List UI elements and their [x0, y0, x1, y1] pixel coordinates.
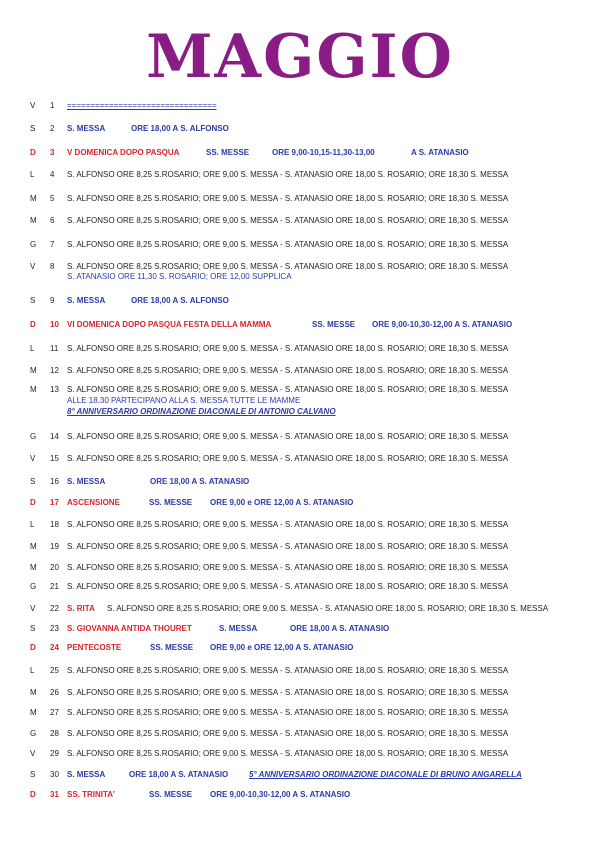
schedule-text: S. ALFONSO ORE 8,25 S.ROSARIO; ORE 9,00 S. MESSA - S. ATANASIO ORE 18,00 S. ROSARIO; ORE 18,30 S. MESSA	[67, 582, 509, 591]
extra-note: ALLE 18,30 PARTECIPANO ALLA S. MESSA TUTTE LE MAMME	[67, 396, 301, 405]
day-of-week: D	[30, 790, 36, 799]
list-item	[0, 146, 600, 160]
anniversary-note: 8° ANNIVERSARIO ORDINAZIONE DIACONALE DI ANTONIO CALVANO	[67, 407, 336, 416]
list-item	[0, 664, 600, 678]
list-item	[0, 364, 600, 378]
schedule-text: S. ALFONSO ORE 8,25 S.ROSARIO; ORE 9,00 S. MESSA - S. ATANASIO ORE 18,00 S. ROSARIO; ORE 18,30 S. MESSA	[67, 454, 509, 463]
day-of-week: L	[30, 170, 35, 179]
day-of-week: D	[30, 320, 36, 329]
day-of-week: M	[30, 194, 37, 203]
list-item	[0, 168, 600, 182]
day-number: 4	[50, 170, 55, 179]
event-label: V DOMENICA DOPO PASQUA	[67, 148, 180, 157]
list-item	[0, 686, 600, 700]
day-number: 12	[50, 366, 59, 375]
list-item	[0, 540, 600, 554]
event-time: ORE 9,00 e ORE 12,00 A S. ATANASIO	[210, 643, 354, 652]
day-of-week: L	[30, 520, 35, 529]
schedule-text: S. ALFONSO ORE 8,25 S.ROSARIO; ORE 9,00 S. MESSA - S. ATANASIO ORE 18,00 S. ROSARIO; ORE 18,30 S. MESSA	[67, 344, 509, 353]
day-number: 15	[50, 454, 59, 463]
day-of-week: V	[30, 101, 36, 110]
schedule-text: S. ALFONSO ORE 8,25 S.ROSARIO; ORE 9,00 S. MESSA - S. ATANASIO ORE 18,00 S. ROSARIO; ORE 18,30 S. MESSA	[67, 262, 509, 271]
event-time: ORE 9,00 e ORE 12,00 A S. ATANASIO	[210, 498, 354, 507]
day-of-week: D	[30, 148, 36, 157]
day-number: 3	[50, 148, 55, 157]
day-of-week: V	[30, 749, 36, 758]
day-number: 21	[50, 582, 59, 591]
day-of-week: V	[30, 262, 36, 271]
list-item	[0, 641, 600, 655]
event-time: ORE 18,00 A S. ATANASIO	[129, 770, 229, 779]
event-label: S. MESSA	[67, 124, 106, 133]
day-number: 26	[50, 688, 59, 697]
day-number: 24	[50, 643, 59, 652]
event-mass-label: S. MESSA	[219, 624, 258, 633]
event-label: PENTECOSTE	[67, 643, 122, 652]
schedule-text: S. ALFONSO ORE 8,25 S.ROSARIO; ORE 9,00 S. MESSA - S. ATANASIO ORE 18,00 S. ROSARIO; ORE 18,30 S. MESSA	[67, 366, 509, 375]
schedule-text: S. ALFONSO ORE 8,25 S.ROSARIO; ORE 9,00 S. MESSA - S. ATANASIO ORE 18,00 S. ROSARIO; ORE 18,30 S. MESSA	[67, 708, 509, 717]
list-item	[0, 475, 600, 489]
event-time: ORE 9,00-10,15-11,30-13,00	[272, 148, 375, 157]
day-of-week: G	[30, 432, 37, 441]
schedule-text: S. ALFONSO ORE 8,25 S.ROSARIO; ORE 9,00 S. MESSA - S. ATANASIO ORE 18,00 S. ROSARIO; ORE 18,30 S. MESSA	[67, 729, 509, 738]
list-item	[0, 294, 600, 308]
schedule-text: S. ALFONSO ORE 8,25 S.ROSARIO; ORE 9,00 S. MESSA - S. ATANASIO ORE 18,00 S. ROSARIO; ORE 18,30 S. MESSA	[67, 666, 509, 675]
day-of-week: D	[30, 498, 36, 507]
list-item	[0, 518, 600, 532]
day-number: 19	[50, 542, 59, 551]
day-number: 22	[50, 604, 59, 613]
list-item	[0, 622, 600, 636]
day-number: 14	[50, 432, 59, 441]
list-item	[0, 602, 600, 616]
day-of-week: G	[30, 240, 37, 249]
day-of-week: M	[30, 542, 37, 551]
list-item	[0, 727, 600, 741]
day-number: 18	[50, 520, 59, 529]
event-time: ORE 18,00 A S. ATANASIO	[150, 477, 250, 486]
day-of-week: L	[30, 344, 35, 353]
event-mass-label: SS. MESSE	[149, 498, 193, 507]
day-number: 30	[50, 770, 59, 779]
schedule-text: S. ALFONSO ORE 8,25 S.ROSARIO; ORE 9,00 S. MESSA - S. ATANASIO ORE 18,00 S. ROSARIO; ORE 18,30 S. MESSA	[67, 688, 509, 697]
day-number: 16	[50, 477, 59, 486]
day-number: 2	[50, 124, 55, 133]
schedule-text: S. ALFONSO ORE 8,25 S.ROSARIO; ORE 9,00 S. MESSA - S. ATANASIO ORE 18,00 S. ROSARIO; ORE 18,30 S. MESSA	[67, 170, 509, 179]
day-number: 10	[50, 320, 59, 329]
day-of-week: M	[30, 688, 37, 697]
day-number: 31	[50, 790, 59, 799]
day-of-week: G	[30, 582, 37, 591]
list-item	[0, 122, 600, 136]
schedule-text: S. ALFONSO ORE 8,25 S.ROSARIO; ORE 9,00 S. MESSA - S. ATANASIO ORE 18,00 S. ROSARIO; ORE 18,30 S. MESSA	[107, 604, 549, 613]
day-of-week: L	[30, 666, 35, 675]
day-of-week: M	[30, 385, 37, 394]
day-of-week: V	[30, 604, 36, 613]
list-item	[0, 318, 600, 332]
day-number: 28	[50, 729, 59, 738]
day-number: 13	[50, 385, 59, 394]
schedule-text: S. ALFONSO ORE 8,25 S.ROSARIO; ORE 9,00 S. MESSA - S. ATANASIO ORE 18,00 S. ROSARIO; ORE 18,30 S. MESSA	[67, 432, 509, 441]
day-number: 20	[50, 563, 59, 572]
day-number: 9	[50, 296, 55, 305]
day-of-week: M	[30, 366, 37, 375]
list-item	[0, 452, 600, 466]
event-label: VI DOMENICA DOPO PASQUA FESTA DELLA MAMMA	[67, 320, 272, 329]
event-mass-label: SS. MESSE	[149, 790, 193, 799]
day-number: 27	[50, 708, 59, 717]
list-item	[0, 706, 600, 720]
event-time: ORE 9,00-10,30-12,00 A S. ATANASIO	[210, 790, 351, 799]
list-item	[0, 342, 600, 356]
list-item	[0, 99, 600, 113]
day-of-week: S	[30, 624, 36, 633]
day-number: 1	[50, 101, 55, 110]
page-title: MAGGIO	[146, 22, 454, 92]
list-item	[0, 768, 600, 782]
schedule-text: S. ALFONSO ORE 8,25 S.ROSARIO; ORE 9,00 S. MESSA - S. ATANASIO ORE 18,00 S. ROSARIO; ORE 18,30 S. MESSA	[67, 216, 509, 225]
day-of-week: V	[30, 454, 36, 463]
schedule-text: S. ALFONSO ORE 8,25 S.ROSARIO; ORE 9,00 S. MESSA - S. ATANASIO ORE 18,00 S. ROSARIO; ORE 18,30 S. MESSA	[67, 749, 509, 758]
event-time: ORE 18,00 A S. ATANASIO	[290, 624, 390, 633]
separator-line: ================================	[67, 101, 217, 110]
event-mass-label: SS. MESSE	[312, 320, 356, 329]
list-item	[0, 430, 600, 444]
event-label: S. MESSA	[67, 296, 106, 305]
event-time: ORE 18,00 A S. ALFONSO	[131, 124, 229, 133]
day-number: 7	[50, 240, 55, 249]
schedule-text: S. ALFONSO ORE 8,25 S.ROSARIO; ORE 9,00 S. MESSA - S. ATANASIO ORE 18,00 S. ROSARIO; ORE 18,30 S. MESSA	[67, 240, 509, 249]
list-item	[0, 580, 600, 594]
day-number: 29	[50, 749, 59, 758]
schedule-text: S. ALFONSO ORE 8,25 S.ROSARIO; ORE 9,00 S. MESSA - S. ATANASIO ORE 18,00 S. ROSARIO; ORE 18,30 S. MESSA	[67, 520, 509, 529]
day-number: 23	[50, 624, 59, 633]
list-item	[0, 747, 600, 761]
event-time: ORE 9,00-10,30-12,00 A S. ATANASIO	[372, 320, 513, 329]
day-number: 17	[50, 498, 59, 507]
day-of-week: S	[30, 770, 36, 779]
day-of-week: M	[30, 563, 37, 572]
day-number: 5	[50, 194, 55, 203]
list-item	[0, 238, 600, 252]
day-of-week: M	[30, 708, 37, 717]
schedule-text: S. ALFONSO ORE 8,25 S.ROSARIO; ORE 9,00 S. MESSA - S. ATANASIO ORE 18,00 S. ROSARIO; ORE 18,30 S. MESSA	[67, 194, 509, 203]
list-item	[0, 192, 600, 206]
event-mass-label: SS. MESSE	[150, 643, 194, 652]
event-label: ASCENSIONE	[67, 498, 120, 507]
day-number: 25	[50, 666, 59, 675]
event-label: S. MESSA	[67, 770, 106, 779]
list-item	[0, 561, 600, 575]
day-of-week: G	[30, 729, 37, 738]
day-of-week: D	[30, 643, 36, 652]
schedule-text: S. ALFONSO ORE 8,25 S.ROSARIO; ORE 9,00 S. MESSA - S. ATANASIO ORE 18,00 S. ROSARIO; ORE 18,30 S. MESSA	[67, 563, 509, 572]
day-of-week: M	[30, 216, 37, 225]
day-number: 8	[50, 262, 55, 271]
list-item	[0, 788, 600, 802]
extra-note: S. ATANASIO ORE 11,30 S. ROSARIO; ORE 12,00 SUPPLICA	[67, 272, 292, 281]
day-number: 11	[50, 344, 59, 353]
event-label: S. RITA	[67, 604, 95, 613]
list-item	[0, 496, 600, 510]
event-label: SS. TRINITA’	[67, 790, 115, 799]
event-mass-label: SS. MESSE	[206, 148, 250, 157]
schedule-text: S. ALFONSO ORE 8,25 S.ROSARIO; ORE 9,00 S. MESSA - S. ATANASIO ORE 18,00 S. ROSARIO; ORE 18,30 S. MESSA	[67, 385, 509, 394]
day-of-week: S	[30, 296, 36, 305]
day-of-week: S	[30, 124, 36, 133]
event-label: S. MESSA	[67, 477, 106, 486]
list-item	[0, 214, 600, 228]
day-number: 6	[50, 216, 55, 225]
schedule-text: S. ALFONSO ORE 8,25 S.ROSARIO; ORE 9,00 S. MESSA - S. ATANASIO ORE 18,00 S. ROSARIO; ORE 18,30 S. MESSA	[67, 542, 509, 551]
event-label: S. GIOVANNA ANTIDA THOURET	[67, 624, 192, 633]
anniversary-note: 5° ANNIVERSARIO ORDINAZIONE DIACONALE DI BRUNO ANGARELLA	[249, 770, 522, 779]
event-place: A S. ATANASIO	[411, 148, 469, 157]
event-time: ORE 18,00 A S. ALFONSO	[131, 296, 229, 305]
day-of-week: S	[30, 477, 36, 486]
